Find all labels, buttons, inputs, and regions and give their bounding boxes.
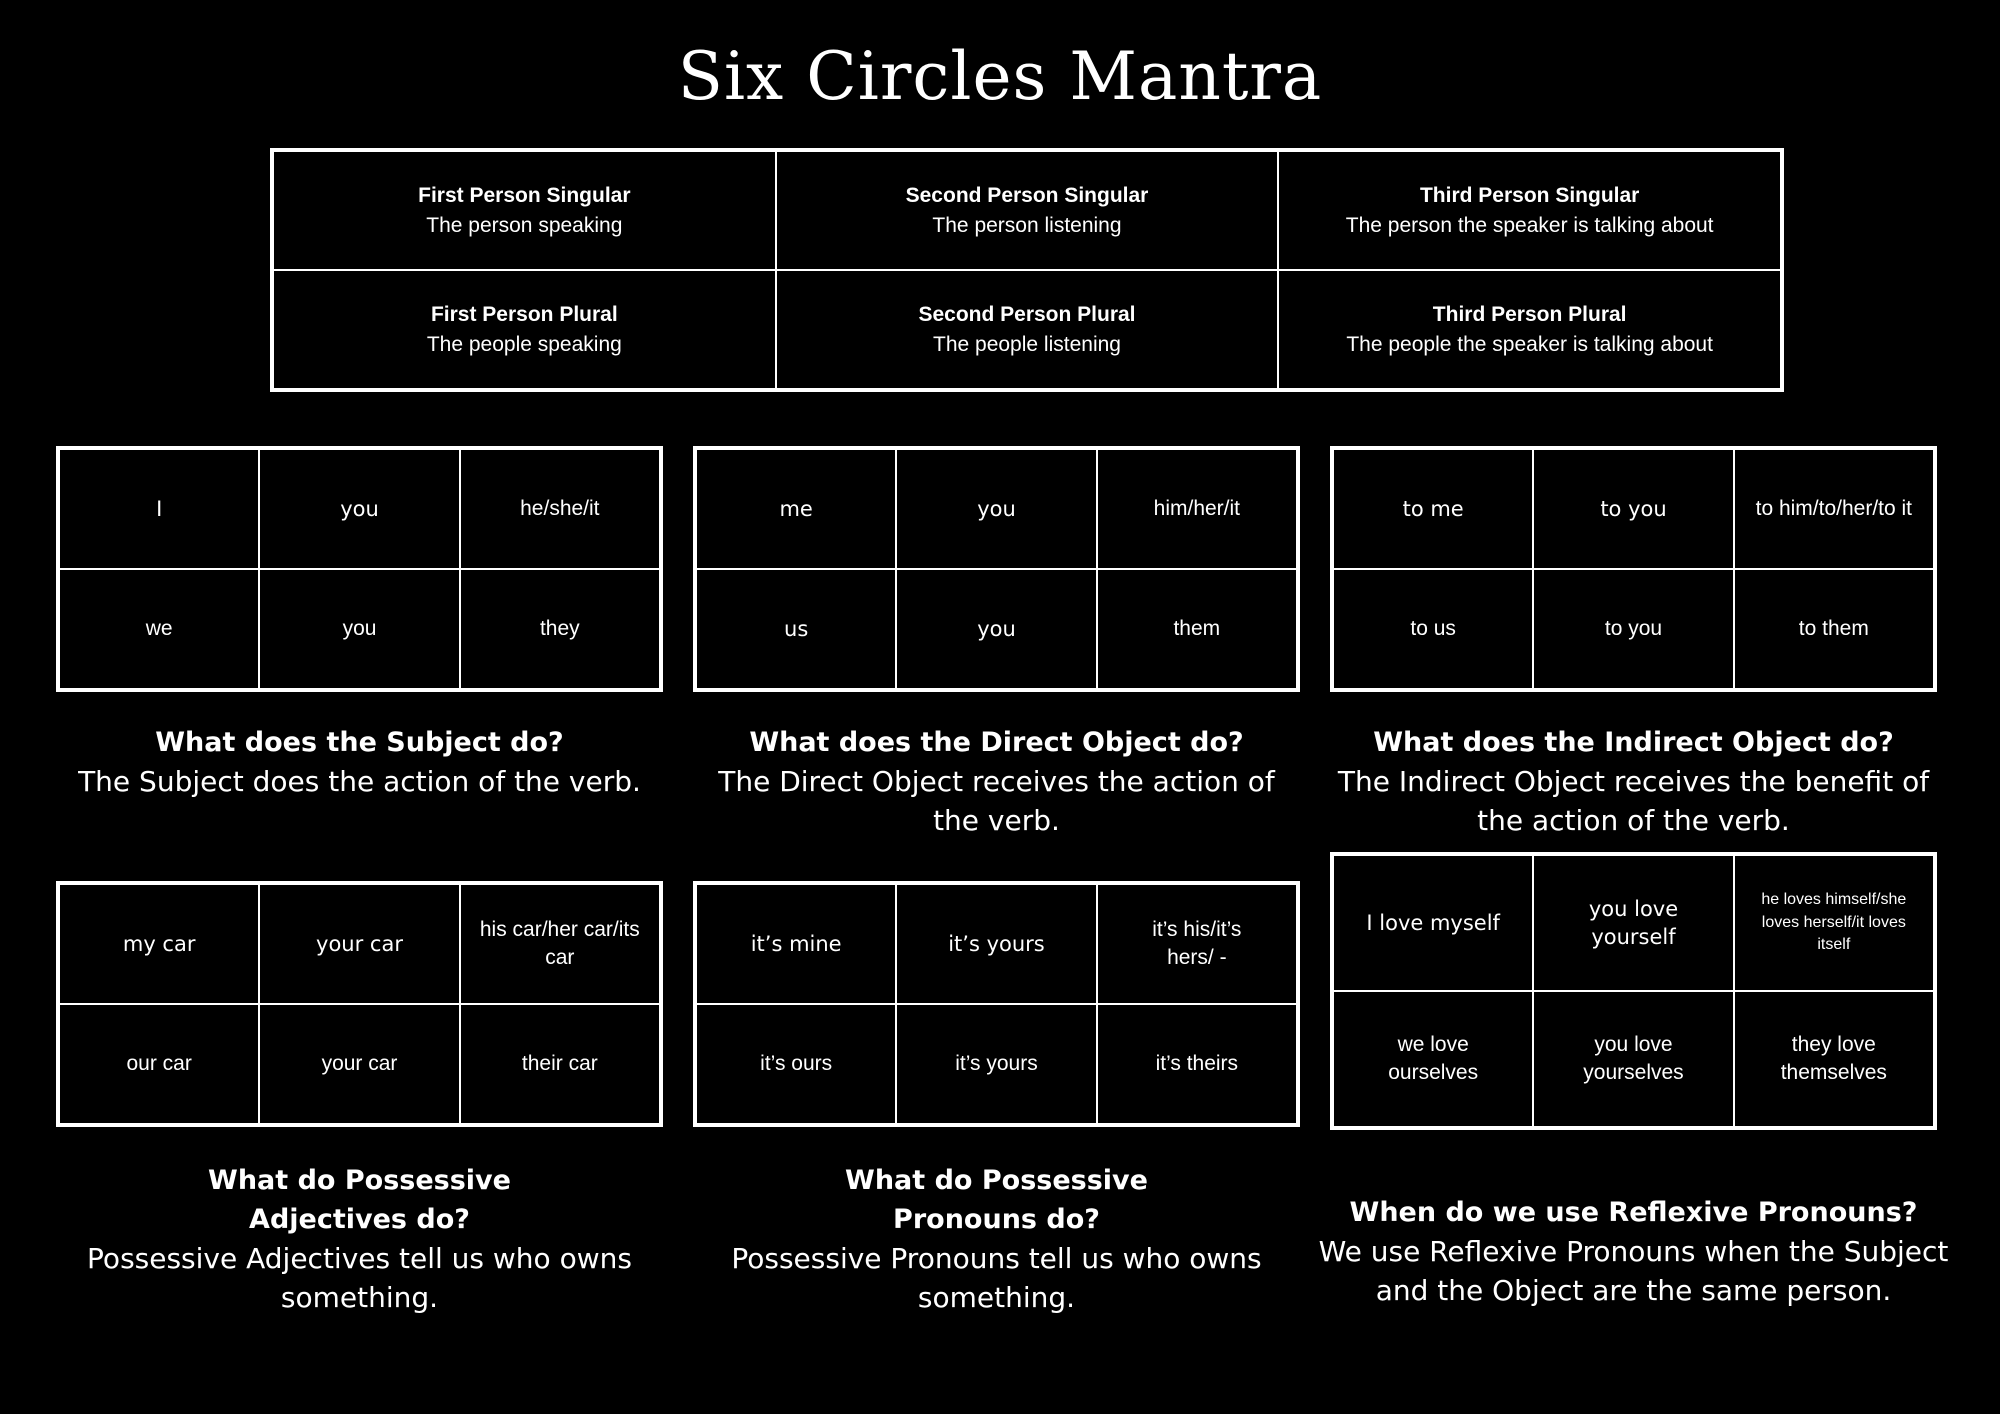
reflexive-pronouns-answer: We use Reflexive Pronouns when the Subject and the Object are the same person. — [1318, 1235, 1949, 1307]
table-cell: we — [59, 569, 259, 689]
indirect-object-question: What does the Indirect Object do? — [1373, 727, 1894, 758]
indirect-object-description — [1330, 723, 1937, 840]
direct-object-pronouns-table — [693, 446, 1300, 692]
table-cell: to us — [1333, 569, 1533, 689]
cell-text: The people listening — [933, 332, 1121, 356]
cell-text: The people the speaker is talking about — [1346, 332, 1713, 356]
subject-pronouns-table — [56, 446, 663, 692]
table-cell: your car — [259, 884, 459, 1004]
table-cell: me — [696, 449, 896, 569]
possessive-pronouns-description — [693, 1161, 1300, 1317]
table-cell: he/she/it — [460, 449, 660, 569]
table-cell: it’s yours — [896, 1004, 1096, 1124]
possessive-pronouns-table — [693, 881, 1300, 1127]
indirect-object-answer: The Indirect Object receives the benefit of the action of the verb. — [1337, 765, 1930, 837]
table-cell: it’s ours — [696, 1004, 896, 1124]
direct-object-question: What does the Direct Object do? — [749, 727, 1244, 758]
reflexive-pronouns-table — [1330, 852, 1937, 1130]
table-cell: we love ourselves — [1333, 991, 1533, 1127]
reflexive-pronouns-question: When do we use Reflexive Pronouns? — [1349, 1197, 1918, 1228]
table-cell: his car/her car/its car — [460, 884, 660, 1004]
table-cell: they love themselves — [1734, 991, 1934, 1127]
table-cell: my car — [59, 884, 259, 1004]
direct-object-description — [693, 723, 1300, 840]
table-cell: he loves himself/she loves herself/it loves itself — [1734, 855, 1934, 991]
cell-heading: Third Person Singular — [1419, 184, 1640, 208]
subject-question: What does the Subject do? — [155, 727, 564, 758]
table-cell: it’s yours — [896, 884, 1096, 1004]
table-cell: you — [259, 569, 459, 689]
table-cell: us — [696, 569, 896, 689]
cell-text: The person speaking — [426, 213, 623, 237]
table-cell: you — [259, 449, 459, 569]
first-person-singular-cell — [273, 151, 776, 270]
table-cell: I — [59, 449, 259, 569]
person-definitions-table — [270, 148, 1784, 392]
cell-heading: First Person Plural — [430, 303, 618, 327]
cell-heading: First Person Singular — [418, 184, 631, 208]
cell-text: The person the speaker is talking about — [1345, 213, 1714, 237]
second-person-plural-cell — [776, 270, 1279, 389]
possessive-adjectives-question: What do Possessive Adjectives do? — [208, 1165, 511, 1235]
page-title: Six Circles Mantra — [677, 38, 1323, 115]
reflexive-pronouns-description — [1316, 1193, 1951, 1310]
table-cell: I love myself — [1333, 855, 1533, 991]
table-cell: to them — [1734, 569, 1934, 689]
possessive-pronouns-question: What do Possessive Pronouns do? — [845, 1165, 1148, 1235]
table-cell: to you — [1533, 569, 1733, 689]
table-cell: they — [460, 569, 660, 689]
table-cell: it’s his/it’s hers/ - — [1097, 884, 1297, 1004]
first-person-plural-cell — [273, 270, 776, 389]
cell-heading: Second Person Plural — [918, 303, 1136, 327]
table-cell: it’s mine — [696, 884, 896, 1004]
table-cell: our car — [59, 1004, 259, 1124]
table-cell: you love yourselves — [1533, 991, 1733, 1127]
third-person-plural-cell — [1278, 270, 1781, 389]
table-cell: your car — [259, 1004, 459, 1124]
table-cell: it’s theirs — [1097, 1004, 1297, 1124]
table-cell: to you — [1533, 449, 1733, 569]
table-cell: them — [1097, 569, 1297, 689]
subject-answer: The Subject does the action of the verb. — [78, 765, 641, 798]
cell-heading: Third Person Plural — [1432, 303, 1627, 327]
direct-object-answer: The Direct Object receives the action of the verb. — [718, 765, 1275, 837]
table-cell: you — [896, 449, 1096, 569]
cell-text: The people speaking — [426, 332, 622, 356]
possessive-pronouns-answer: Possessive Pronouns tell us who owns something. — [731, 1242, 1262, 1314]
possessive-adjectives-table — [56, 881, 663, 1127]
third-person-singular-cell — [1278, 151, 1781, 270]
table-cell: to me — [1333, 449, 1533, 569]
table-cell: their car — [460, 1004, 660, 1124]
cell-text: The person listening — [932, 213, 1122, 237]
cell-heading: Second Person Singular — [905, 184, 1149, 208]
indirect-object-pronouns-table — [1330, 446, 1937, 692]
second-person-singular-cell — [776, 151, 1279, 270]
table-cell: you — [896, 569, 1096, 689]
subject-description — [56, 723, 663, 801]
possessive-adjectives-answer: Possessive Adjectives tell us who owns something. — [87, 1242, 632, 1314]
table-cell: him/her/it — [1097, 449, 1297, 569]
table-cell: you love yourself — [1533, 855, 1733, 991]
table-cell: to him/to/her/to it — [1734, 449, 1934, 569]
possessive-adjectives-description — [56, 1161, 663, 1317]
